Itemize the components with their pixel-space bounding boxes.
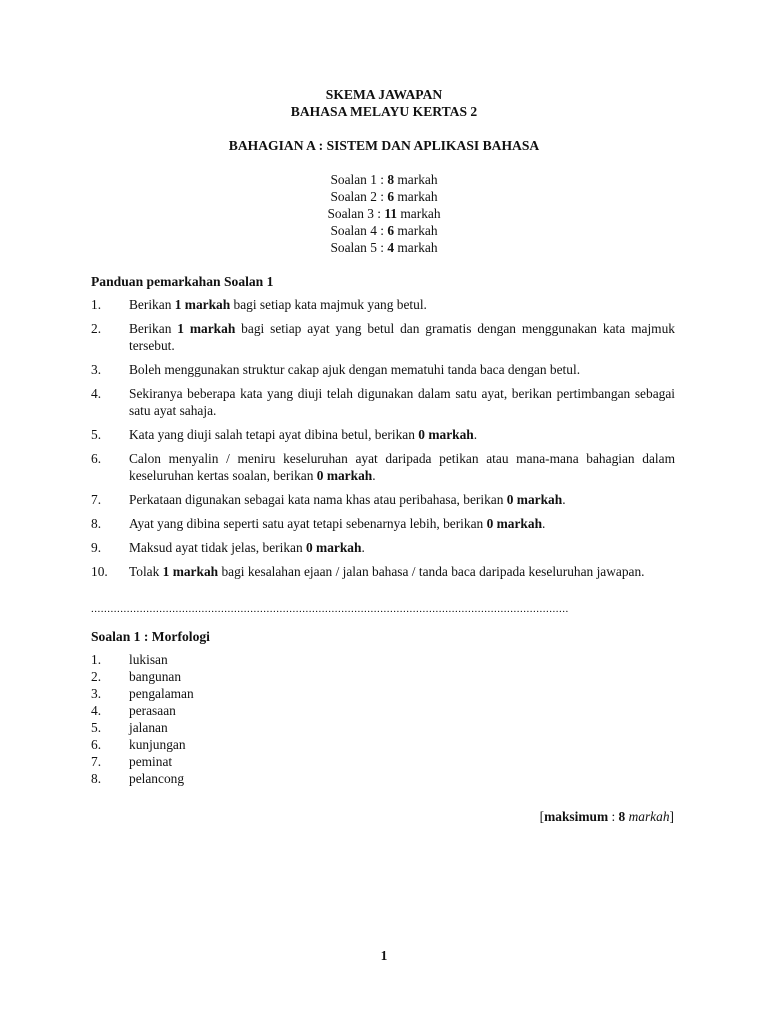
guide-item: 8. Ayat yang dibina seperti satu ayat tetapi sebenarnya lebih, berikan 0 markah.	[91, 516, 546, 531]
answer-section-heading: Soalan 1 : Morfologi	[91, 629, 210, 644]
answer-item: 4. perasaan	[91, 703, 176, 718]
maximum-marks-note: [maksimum : 8 markah]	[539, 809, 674, 824]
doc-subtitle: BAHASA MELAYU KERTAS 2	[290, 104, 478, 119]
question-mark-line: Soalan 1 : 8 markah	[330, 172, 438, 187]
question-mark-line: Soalan 5 : 4 markah	[330, 240, 438, 255]
answer-item: 6. kunjungan	[91, 737, 186, 752]
marking-guide-heading: Panduan pemarkahan Soalan 1	[91, 274, 274, 289]
answer-item: 2. bangunan	[91, 669, 182, 684]
guide-item: 4. Sekiranya beberapa kata yang diuji telah digunakan dalam satu ayat, berikan pertimbangan sebagai satu ayat sahaja.	[91, 386, 675, 418]
dotted-divider: ...................................................................................................................................................	[91, 603, 569, 615]
answer-item: 3. pengalaman	[91, 686, 194, 701]
question-marks-summary	[0, 171, 768, 256]
guide-item: 5. Kata yang diuji salah tetapi ayat dibina betul, berikan 0 markah.	[91, 427, 478, 442]
guide-item: 6. Calon menyalin / meniru keseluruhan ayat daripada petikan atau mana-mana bahagian dalam keseluruhan kertas soalan, berikan 0 markah.	[91, 451, 675, 483]
guide-item: 10. Tolak 1 markah bagi kesalahan ejaan / jalan bahasa / tanda baca daripada keseluruhan jawapan.	[91, 564, 645, 579]
guide-item: 7. Perkataan digunakan sebagai kata nama khas atau peribahasa, berikan 0 markah.	[91, 492, 566, 507]
answer-list	[91, 651, 391, 787]
question-mark-line: Soalan 3 : 11 markah	[327, 206, 441, 221]
answer-item: 7. peminat	[91, 754, 173, 769]
guide-item: 3. Boleh menggunakan struktur cakap ajuk dengan mematuhi tanda baca dengan betul.	[91, 362, 581, 377]
marking-guide-list	[91, 296, 675, 587]
question-mark-line: Soalan 2 : 6 markah	[330, 189, 438, 204]
answer-item: 8. pelancong	[91, 771, 185, 786]
guide-item: 1. Berikan 1 markah bagi setiap kata majmuk yang betul.	[91, 297, 427, 312]
doc-title: SKEMA JAWAPAN	[325, 87, 443, 102]
answer-item: 5. jalanan	[91, 720, 168, 735]
answer-item: 1. lukisan	[91, 652, 168, 667]
question-mark-line: Soalan 4 : 6 markah	[330, 223, 438, 238]
guide-item: 9. Maksud ayat tidak jelas, berikan 0 markah.	[91, 540, 365, 555]
page-number: 1	[380, 948, 388, 963]
section-title: BAHAGIAN A : SISTEM DAN APLIKASI BAHASA	[228, 138, 540, 153]
guide-item: 2. Berikan 1 markah bagi setiap ayat yang betul dan gramatis dengan menggunakan kata majmuk tersebut.	[91, 321, 675, 353]
